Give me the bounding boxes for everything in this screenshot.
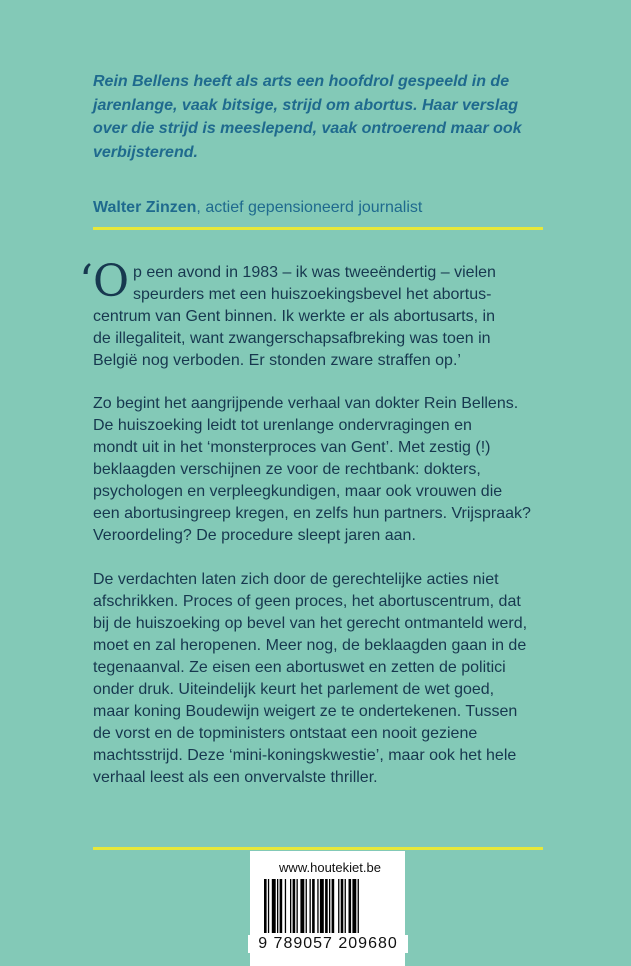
barcode-bar — [338, 879, 339, 933]
body-line: speurders met een huiszoekingsbevel het abortus- — [133, 286, 492, 303]
quote-author-role: , actief gepensioneerd journalist — [196, 199, 423, 216]
body-line: maar koning Boudewijn weigert ze te ondertekenen. Tussen — [93, 703, 518, 720]
body-line: de illegaliteit, want zwangerschapsafbreking was toen in — [93, 330, 491, 347]
body-line: tegenaanval. Ze eisen een abortuswet en zetten de politici — [93, 659, 506, 676]
quote-line: jarenlange, vaak bitsige, strijd om abortus. Haar verslag — [93, 96, 519, 114]
body-line: een abortusingreep kregen, en zelfs hun partners. Vrijspraak? — [93, 505, 531, 522]
drop-cap — [79, 256, 130, 307]
body-line: machtsstrijd. Deze ‘mini-koningskwestie’, maar ook het hele — [93, 747, 517, 764]
body-line: p een avond in 1983 – ik was tweeëndertig – vielen — [133, 264, 496, 281]
body-line: De huiszoeking leidt tot urenlange ondervragingen en — [93, 417, 472, 434]
barcode-bar — [310, 879, 311, 933]
barcode-bar — [297, 879, 298, 933]
quote-line: verbijsterend. — [93, 143, 198, 161]
barcode-bar — [332, 879, 335, 933]
body-line: centrum van Gent binnen. Ik werkte er als abortusarts, in — [93, 308, 495, 325]
body-line: moet en zal heropenen. Meer nog, de beklaagden gaan in de — [93, 637, 527, 654]
body-line: psychologen en verpleegkundigen, maar ook vrouwen die — [93, 483, 503, 500]
barcode-bar — [345, 879, 346, 933]
body-line: beklaagden verschijnen ze voor de rechtbank: dokters, — [93, 461, 481, 478]
isbn-number: 9 789057 209680 — [248, 935, 408, 953]
barcode-bar — [341, 879, 344, 933]
body-line: mondt uit in het ‘monsterproces van Gent’. Met zestig (!) — [93, 439, 491, 456]
barcode-bar — [349, 879, 352, 933]
divider-bottom — [93, 847, 543, 850]
body-line: afschrikken. Proces of geen proces, het abortuscentrum, dat — [93, 593, 521, 610]
body-line: de vorst en de topministers ontstaat een nooit geziene — [93, 725, 478, 742]
barcode-bar — [272, 879, 276, 933]
barcode-bar — [268, 879, 269, 933]
publisher-url: www.houtekiet.be — [279, 860, 381, 875]
divider-top — [93, 227, 543, 230]
body-line: verhaal leest als een onvervalste thriller. — [93, 769, 378, 786]
body-line: De verdachten laten zich door de gerechtelijke acties niet — [93, 571, 499, 588]
quote-line: over die strijd is meeslepend, vaak ontroerend maar ook — [93, 120, 522, 137]
barcode-bar — [280, 879, 283, 933]
barcode-bar — [352, 879, 356, 933]
quote-line: Rein Bellens heeft als arts een hoofdrol gespeeld in de — [93, 73, 510, 90]
barcode-bar — [277, 879, 278, 933]
barcode-bar — [285, 879, 286, 933]
barcode-bar — [358, 879, 359, 933]
open-quote-mark: ‘ — [79, 256, 93, 307]
paragraph-3 — [93, 569, 563, 789]
drop-cap-letter: O — [93, 256, 130, 307]
barcode-bar — [306, 879, 307, 933]
quote-author: Walter Zinzen — [93, 199, 197, 216]
barcode-icon — [264, 879, 392, 933]
body-line: onder druk. Uiteindelijk keurt het parlement de wet goed, — [93, 681, 495, 698]
body-line: België nog verboden. Er stonden zware straffen op.’ — [93, 352, 461, 369]
body-line: Veroordeling? De procedure sleept jaren aan. — [93, 527, 416, 544]
barcode-bar — [329, 879, 330, 933]
quote-attribution — [93, 198, 422, 218]
barcode-bar — [264, 879, 267, 933]
barcode-bar — [300, 879, 304, 933]
paragraph-2 — [93, 393, 563, 547]
barcode-bar — [317, 879, 318, 933]
barcode-bar — [290, 879, 291, 933]
barcode-bar — [312, 879, 315, 933]
body-line: Zo begint het aangrijpende verhaal van dokter Rein Bellens. — [93, 395, 519, 412]
barcode-bar — [325, 879, 328, 933]
paragraph-intro — [79, 256, 563, 372]
barcode-bar — [320, 879, 324, 933]
body-line: bij de huiszoeking op bevel van het gerecht ontmanteld werd, — [93, 615, 528, 632]
endorsement-quote — [93, 70, 563, 164]
barcode-bar — [293, 879, 296, 933]
